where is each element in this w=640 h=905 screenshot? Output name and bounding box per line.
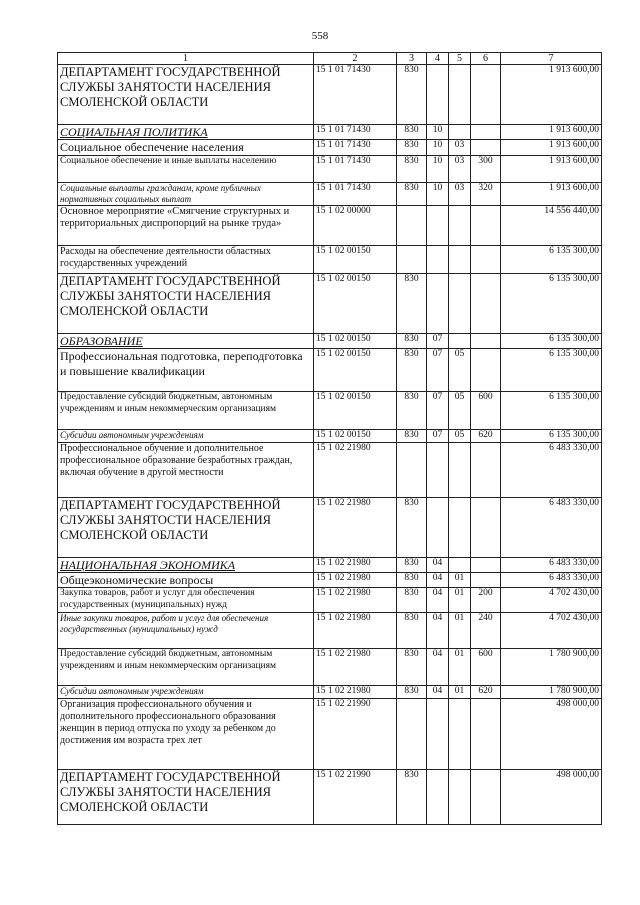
table-row — [58, 140, 602, 155]
cell-subsection-code: 03 — [449, 155, 471, 182]
cell-subsection-code: 05 — [449, 349, 471, 392]
cell-department-code: 830 — [397, 125, 427, 140]
cell-amount: 6 483 330,00 — [501, 557, 602, 572]
cell-department-code: 830 — [397, 497, 427, 557]
cell-subsection-code: 01 — [449, 588, 471, 613]
cell-name: ДЕПАРТАМЕНТ ГОСУДАРСТВЕННОЙ СЛУЖБЫ ЗАНЯТОСТИ НАСЕЛЕНИЯ СМОЛЕНСКОЙ ОБЛАСТИ — [58, 769, 314, 824]
cell-amount: 1 913 600,00 — [501, 140, 602, 155]
cell-section-code: 07 — [427, 333, 449, 348]
table-row — [58, 245, 602, 273]
cell-section-code — [427, 442, 449, 497]
cell-expense-type — [471, 698, 501, 769]
column-header: 7 — [501, 53, 602, 65]
cell-department-code: 830 — [397, 557, 427, 572]
cell-department-code: 830 — [397, 182, 427, 205]
cell-department-code: 830 — [397, 686, 427, 698]
cell-amount: 4 702 430,00 — [501, 588, 602, 613]
table-row — [58, 205, 602, 245]
table-row — [58, 588, 602, 613]
cell-department-code: 830 — [397, 769, 427, 824]
cell-name: Субсидии автономным учреждениям — [58, 686, 314, 698]
cell-subsection-code — [449, 205, 471, 245]
cell-subsection-code — [449, 769, 471, 824]
cell-target-article: 15 1 02 21980 — [314, 686, 397, 698]
column-header: 1 — [58, 53, 314, 65]
cell-expense-type: 320 — [471, 182, 501, 205]
cell-target-article: 15 1 02 00150 — [314, 273, 397, 333]
table-row — [58, 649, 602, 686]
cell-target-article: 15 1 02 00150 — [314, 333, 397, 348]
cell-amount: 6 135 300,00 — [501, 273, 602, 333]
cell-section-code: 07 — [427, 349, 449, 392]
table-row — [58, 349, 602, 392]
cell-subsection-code — [449, 245, 471, 273]
budget-table — [57, 52, 602, 825]
cell-section-code: 10 — [427, 182, 449, 205]
cell-name: ОБРАЗОВАНИЕ — [58, 333, 314, 348]
cell-expense-type — [471, 769, 501, 824]
cell-target-article: 15 1 02 00150 — [314, 430, 397, 442]
cell-expense-type — [471, 65, 501, 125]
cell-subsection-code — [449, 333, 471, 348]
cell-section-code — [427, 273, 449, 333]
cell-amount: 1 913 600,00 — [501, 182, 602, 205]
cell-section-code — [427, 205, 449, 245]
cell-department-code — [397, 698, 427, 769]
table-row — [58, 557, 602, 572]
cell-subsection-code: 01 — [449, 572, 471, 587]
cell-amount: 6 483 330,00 — [501, 497, 602, 557]
table-row — [58, 125, 602, 140]
table-row — [58, 182, 602, 205]
table-row — [58, 155, 602, 182]
cell-department-code — [397, 245, 427, 273]
cell-amount: 6 483 330,00 — [501, 572, 602, 587]
cell-section-code: 10 — [427, 140, 449, 155]
cell-target-article: 15 1 02 00000 — [314, 205, 397, 245]
cell-target-article: 15 1 02 21980 — [314, 442, 397, 497]
cell-department-code: 830 — [397, 349, 427, 392]
cell-expense-type — [471, 442, 501, 497]
cell-name: Общеэкономические вопросы — [58, 572, 314, 587]
cell-section-code — [427, 65, 449, 125]
cell-expense-type — [471, 349, 501, 392]
cell-subsection-code — [449, 273, 471, 333]
cell-amount: 1 913 600,00 — [501, 65, 602, 125]
cell-amount: 14 556 440,00 — [501, 205, 602, 245]
cell-subsection-code: 03 — [449, 140, 471, 155]
cell-subsection-code — [449, 65, 471, 125]
cell-expense-type: 240 — [471, 613, 501, 649]
table-row — [58, 333, 602, 348]
cell-expense-type — [471, 572, 501, 587]
table-row — [58, 430, 602, 442]
cell-name: Социальное обеспечение населения — [58, 140, 314, 155]
cell-subsection-code: 03 — [449, 182, 471, 205]
cell-department-code: 830 — [397, 430, 427, 442]
table-row — [58, 698, 602, 769]
cell-expense-type — [471, 273, 501, 333]
column-header: 6 — [471, 53, 501, 65]
cell-subsection-code — [449, 125, 471, 140]
cell-target-article: 15 1 02 21980 — [314, 497, 397, 557]
cell-expense-type: 200 — [471, 588, 501, 613]
cell-section-code — [427, 245, 449, 273]
cell-subsection-code: 05 — [449, 430, 471, 442]
cell-target-article: 15 1 02 21980 — [314, 649, 397, 686]
table-row — [58, 686, 602, 698]
cell-department-code: 830 — [397, 649, 427, 686]
cell-name: Организация профессионального обучения и дополнительного профессионального образования женщин в период отпуска по уходу за ребенком до достижения им возраста трех лет — [58, 698, 314, 769]
cell-expense-type — [471, 245, 501, 273]
cell-subsection-code — [449, 557, 471, 572]
cell-section-code: 04 — [427, 686, 449, 698]
cell-target-article: 15 1 01 71430 — [314, 65, 397, 125]
cell-amount: 498 000,00 — [501, 698, 602, 769]
cell-target-article: 15 1 02 21990 — [314, 698, 397, 769]
cell-name: Профессиональная подготовка, переподготовка и повышение квалификации — [58, 349, 314, 392]
cell-amount: 1 913 600,00 — [501, 125, 602, 140]
cell-amount: 6 135 300,00 — [501, 333, 602, 348]
cell-name: ДЕПАРТАМЕНТ ГОСУДАРСТВЕННОЙ СЛУЖБЫ ЗАНЯТОСТИ НАСЕЛЕНИЯ СМОЛЕНСКОЙ ОБЛАСТИ — [58, 497, 314, 557]
cell-section-code: 07 — [427, 430, 449, 442]
table-row — [58, 65, 602, 125]
cell-section-code: 04 — [427, 572, 449, 587]
table-row — [58, 273, 602, 333]
cell-section-code — [427, 497, 449, 557]
cell-amount: 1 780 900,00 — [501, 649, 602, 686]
page-number: 558 — [311, 30, 329, 42]
cell-department-code: 830 — [397, 155, 427, 182]
cell-target-article: 15 1 02 00150 — [314, 245, 397, 273]
cell-amount: 1 780 900,00 — [501, 686, 602, 698]
column-header: 4 — [427, 53, 449, 65]
cell-department-code: 830 — [397, 588, 427, 613]
cell-amount: 6 135 300,00 — [501, 245, 602, 273]
cell-name: Социальное обеспечение и иные выплаты населению — [58, 155, 314, 182]
cell-department-code: 830 — [397, 273, 427, 333]
cell-target-article: 15 1 02 21980 — [314, 613, 397, 649]
cell-subsection-code: 01 — [449, 613, 471, 649]
cell-expense-type — [471, 125, 501, 140]
cell-section-code: 04 — [427, 613, 449, 649]
cell-section-code: 04 — [427, 649, 449, 686]
cell-expense-type: 600 — [471, 392, 501, 430]
cell-expense-type: 620 — [471, 686, 501, 698]
cell-section-code — [427, 698, 449, 769]
cell-amount: 6 135 300,00 — [501, 430, 602, 442]
cell-department-code — [397, 442, 427, 497]
cell-expense-type — [471, 205, 501, 245]
cell-department-code: 830 — [397, 140, 427, 155]
cell-target-article: 15 1 01 71430 — [314, 182, 397, 205]
column-header: 5 — [449, 53, 471, 65]
cell-expense-type: 620 — [471, 430, 501, 442]
cell-name: Профессиональное обучение и дополнительное профессиональное образование безработных граждан, включая обучение в другой местности — [58, 442, 314, 497]
cell-target-article: 15 1 01 71430 — [314, 155, 397, 182]
cell-name: Социальные выплаты гражданам, кроме публичных нормативных социальных выплат — [58, 182, 314, 205]
cell-target-article: 15 1 02 00150 — [314, 349, 397, 392]
cell-expense-type — [471, 333, 501, 348]
table-row — [58, 392, 602, 430]
table-row — [58, 769, 602, 824]
cell-section-code: 04 — [427, 588, 449, 613]
cell-name: Предоставление субсидий бюджетным, автономным учреждениям и иным некоммерческим организациям — [58, 392, 314, 430]
cell-section-code: 10 — [427, 125, 449, 140]
cell-name: Основное мероприятие «Смягчение структурных и территориальных диспропорций на рынке труда» — [58, 205, 314, 245]
cell-target-article: 15 1 02 21980 — [314, 557, 397, 572]
cell-amount: 6 135 300,00 — [501, 392, 602, 430]
cell-name: НАЦИОНАЛЬНАЯ ЭКОНОМИКА — [58, 557, 314, 572]
cell-name: Закупка товаров, работ и услуг для обеспечения государственных (муниципальных) нужд — [58, 588, 314, 613]
cell-expense-type — [471, 557, 501, 572]
cell-target-article: 15 1 01 71430 — [314, 140, 397, 155]
cell-section-code — [427, 769, 449, 824]
cell-department-code: 830 — [397, 392, 427, 430]
cell-amount: 1 913 600,00 — [501, 155, 602, 182]
cell-department-code: 830 — [397, 572, 427, 587]
cell-subsection-code — [449, 497, 471, 557]
cell-expense-type — [471, 140, 501, 155]
cell-expense-type — [471, 497, 501, 557]
cell-amount: 6 135 300,00 — [501, 349, 602, 392]
cell-target-article: 15 1 01 71430 — [314, 125, 397, 140]
cell-name: СОЦИАЛЬНАЯ ПОЛИТИКА — [58, 125, 314, 140]
table-row — [58, 572, 602, 587]
cell-name: ДЕПАРТАМЕНТ ГОСУДАРСТВЕННОЙ СЛУЖБЫ ЗАНЯТОСТИ НАСЕЛЕНИЯ СМОЛЕНСКОЙ ОБЛАСТИ — [58, 273, 314, 333]
cell-amount: 6 483 330,00 — [501, 442, 602, 497]
cell-section-code: 07 — [427, 392, 449, 430]
cell-expense-type: 600 — [471, 649, 501, 686]
cell-amount: 498 000,00 — [501, 769, 602, 824]
cell-subsection-code: 01 — [449, 649, 471, 686]
cell-name: Иные закупки товаров, работ и услуг для обеспечения государственных (муниципальных) нужд — [58, 613, 314, 649]
header-row — [58, 53, 602, 65]
cell-department-code: 830 — [397, 333, 427, 348]
column-header: 2 — [314, 53, 397, 65]
cell-name: Предоставление субсидий бюджетным, автономным учреждениям и иным некоммерческим организациям — [58, 649, 314, 686]
cell-department-code: 830 — [397, 65, 427, 125]
cell-name: Субсидии автономным учреждениям — [58, 430, 314, 442]
cell-target-article: 15 1 02 21990 — [314, 769, 397, 824]
table-row — [58, 613, 602, 649]
cell-subsection-code — [449, 698, 471, 769]
cell-section-code: 10 — [427, 155, 449, 182]
cell-target-article: 15 1 02 21980 — [314, 572, 397, 587]
cell-subsection-code: 01 — [449, 686, 471, 698]
column-header: 3 — [397, 53, 427, 65]
cell-section-code: 04 — [427, 557, 449, 572]
cell-target-article: 15 1 02 21980 — [314, 588, 397, 613]
cell-subsection-code — [449, 442, 471, 497]
cell-department-code: 830 — [397, 613, 427, 649]
cell-name: ДЕПАРТАМЕНТ ГОСУДАРСТВЕННОЙ СЛУЖБЫ ЗАНЯТОСТИ НАСЕЛЕНИЯ СМОЛЕНСКОЙ ОБЛАСТИ — [58, 65, 314, 125]
cell-target-article: 15 1 02 00150 — [314, 392, 397, 430]
table-row — [58, 442, 602, 497]
table-body — [58, 65, 602, 825]
cell-amount: 4 702 430,00 — [501, 613, 602, 649]
table-row — [58, 497, 602, 557]
cell-department-code — [397, 205, 427, 245]
cell-name: Расходы на обеспечение деятельности областных государственных учреждений — [58, 245, 314, 273]
cell-expense-type: 300 — [471, 155, 501, 182]
cell-subsection-code: 05 — [449, 392, 471, 430]
